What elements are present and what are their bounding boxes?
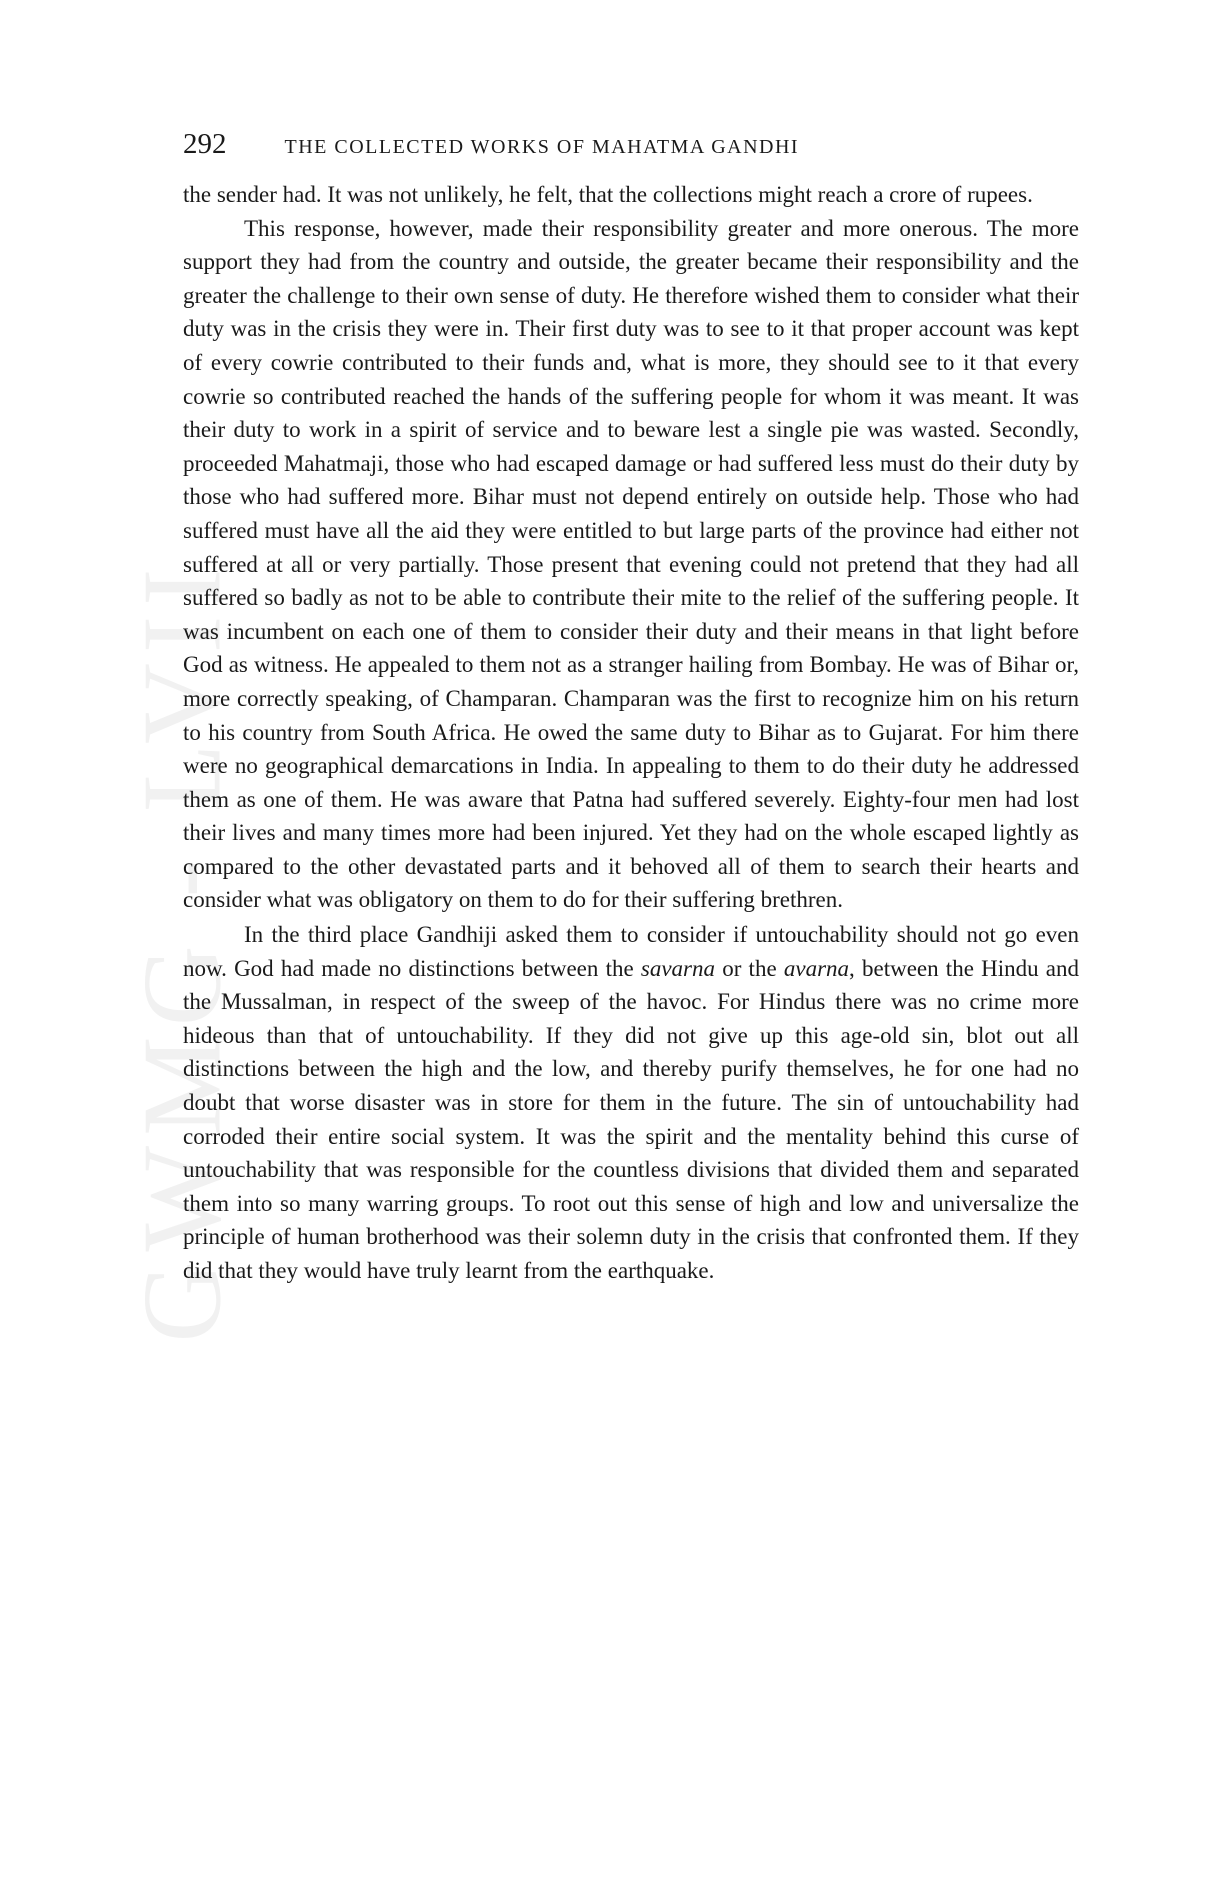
paragraph-untouchability [183, 918, 1079, 1288]
page-header [183, 128, 1083, 161]
paragraph-continued: the sender had. It was not unlikely, he felt, that the collections might reach a crore of rupees. [183, 182, 1033, 207]
page-number: 292 [183, 128, 227, 160]
italic-term-savarna: savarna [640, 955, 715, 981]
paragraph-response: This response, however, made their responsibility greater and more onerous. The more support they had from the country and outside, the greater became their responsibility and the greater the challenge to their own sense of duty. He therefore wished them to consider what their duty was in the crisis they were in. Their first duty was to see to it that proper account was kept of every cowrie contributed to their funds and, what is more, they should see to it that every cowrie so contributed reached the hands of the suffering people for whom it was meant. It was their duty to work in a spirit of service and to beware lest a single pie was wasted. Secondly, proceeded Mahatmaji, those who had escaped damage or had suffered less must do their duty by those who had suffered more. Bihar must not depend entirely on outside help. Those who had suffered must have all the aid they were entitled to but large parts of the province had either not suffered at all or very partially. Those present that evening could not pretend that they had all suffered so badly as not to be able to contribute their mite to the relief of the suffering people. It was incumbent on each one of them to consider their duty and their means in that light before God as witness. He appealed to them not as a stranger hailing from Bombay. He was of Bihar or, more correctly speaking, of Champaran. Champaran was the first to recognize him on his return to his country from South Africa. He owed the same duty to Bihar as to Gujarat. For him there were no geographical demarcations in India. In appealing to them to do their duty he addressed them as one of them. He was aware that Patna had suffered severely. Eighty-four men had lost their lives and many times more had been injured. Yet they had on the whole escaped lightly as compared to the other devastated parts and it behoved all of them to search their hearts and consider what was obligatory on them to do for their suffering brethren. [183, 215, 1079, 913]
paragraph-text-end: , between the Hindu and the Mussalman, in respect of the sweep of the havoc. For Hindus there was no crime more hideous than that of untouchability. If they did not give up this age-old sin, blot out all distinctions between the high and the low, and thereby purify themselves, he for one had no doubt that worse disaster was in store for them in the future. The sin of untouchability had corroded their entire social system. It was the spirit and the mentality behind this curse of untouchability that was responsible for the countless divisions that divided them and separated them into so many warring groups. To root out this sense of high and low and universalize the principle of human brotherhood was their solemn duty in the crisis that confronted them. If they did that they would have truly learnt from the earthquake. [183, 955, 1080, 1283]
body-text [183, 178, 1079, 1288]
paragraph-text-middle: or the [715, 955, 784, 981]
watermark-text: GWMG - LVII [120, 558, 245, 1342]
italic-term-avarna: avarna [783, 955, 850, 981]
paragraph-text-start: In the third place Gandhiji asked them to consider if untouchability should not go even now. God had made no distinctions between the [183, 922, 1079, 981]
running-title: THE COLLECTED WORKS OF MAHATMA GANDHI [284, 136, 800, 158]
